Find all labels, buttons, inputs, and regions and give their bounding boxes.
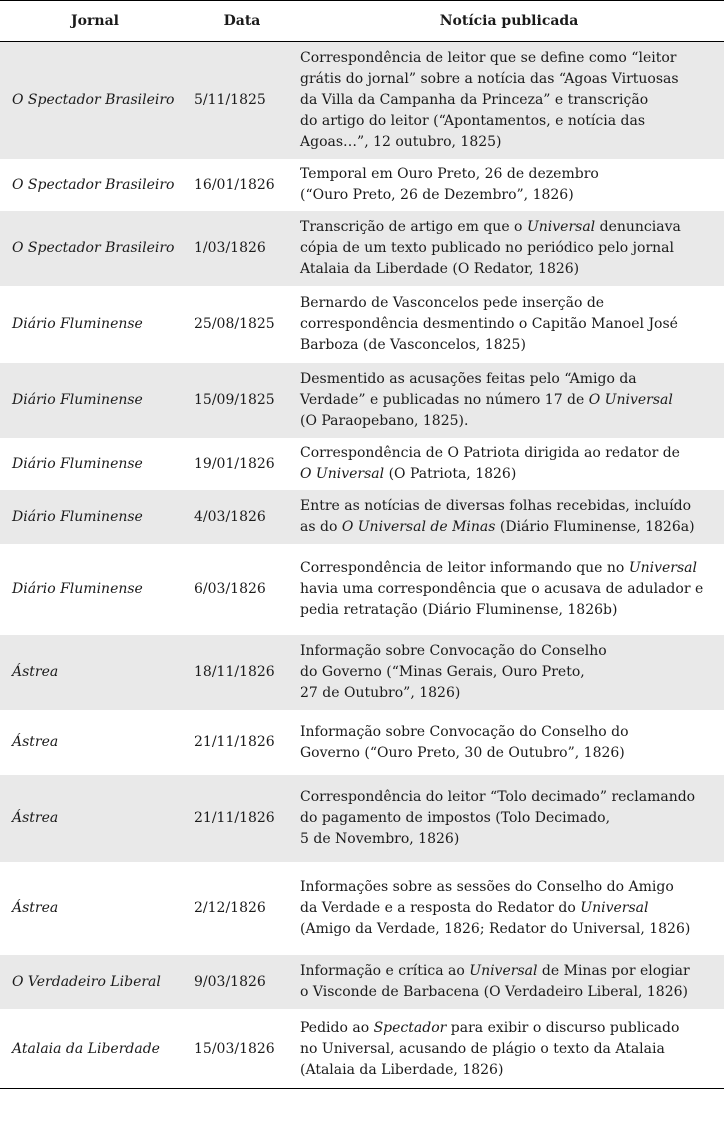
table-row xyxy=(0,863,724,955)
noticia-segment: cópia de um texto publicado no periódico pelo jornal xyxy=(300,240,674,256)
noticia-line xyxy=(300,517,718,538)
noticia-line xyxy=(300,390,718,411)
noticia-segment: Correspondência do leitor “Tolo decimado” reclamando xyxy=(300,789,696,805)
noticia-segment: Temporal em Ouro Preto, 26 de dezembro xyxy=(300,166,599,182)
noticia-line xyxy=(300,335,718,356)
noticia-cell xyxy=(294,545,724,635)
jornal-cell: Diário Fluminense xyxy=(0,490,190,545)
noticia-italic-segment: O Universal de Minas xyxy=(341,519,496,535)
table-row xyxy=(0,439,724,490)
noticia-italic-segment: O Universal xyxy=(300,466,385,482)
noticia-line xyxy=(300,558,718,579)
noticia-segment: Bernardo de Vasconcelos pede inserção de xyxy=(300,295,605,311)
noticia-line xyxy=(300,132,718,153)
jornal-cell: Ástrea xyxy=(0,711,190,775)
header-data: Data xyxy=(190,1,294,42)
noticia-line xyxy=(300,600,718,621)
table-row xyxy=(0,287,724,363)
noticia-line xyxy=(300,293,718,314)
noticia-segment: Informações sobre as sessões do Conselho do Amigo xyxy=(300,879,674,895)
header-jornal: Jornal xyxy=(0,1,190,42)
jornal-cell: Diário Fluminense xyxy=(0,439,190,490)
noticia-line xyxy=(300,411,718,432)
noticia-cell xyxy=(294,490,724,545)
date-cell: 18/11/1826 xyxy=(190,635,294,711)
noticia-cell xyxy=(294,211,724,287)
noticia-segment: 5 de Novembro, 1826) xyxy=(300,831,460,847)
noticia-line xyxy=(300,90,718,111)
noticia-line xyxy=(300,919,718,940)
noticia-line xyxy=(300,579,718,600)
noticia-cell xyxy=(294,775,724,863)
noticia-segment: da Villa da Campanha da Princeza” e transcrição xyxy=(300,92,649,108)
noticia-segment: as do xyxy=(300,519,342,535)
noticia-segment: Verdade” e publicadas no número 17 de xyxy=(300,392,589,408)
date-cell: 15/03/1826 xyxy=(190,1010,294,1089)
noticia-cell xyxy=(294,955,724,1010)
noticia-line xyxy=(300,314,718,335)
noticia-line xyxy=(300,1060,718,1081)
noticia-line xyxy=(300,961,718,982)
jornal-cell: O Spectador Brasileiro xyxy=(0,160,190,211)
date-cell: 2/12/1826 xyxy=(190,863,294,955)
date-cell: 15/09/1825 xyxy=(190,363,294,439)
noticia-segment: do Governo (“Minas Gerais, Ouro Preto, xyxy=(300,664,585,680)
noticia-line xyxy=(300,641,718,662)
noticia-segment: correspondência desmentindo o Capitão Manoel José xyxy=(300,316,678,332)
noticia-segment: para exibir o discurso publicado xyxy=(446,1019,680,1036)
date-cell: 5/11/1825 xyxy=(190,42,294,160)
table-row xyxy=(0,42,724,160)
noticia-segment: Correspondência de leitor que se define como “leitor xyxy=(300,50,677,66)
jornal-cell: O Spectador Brasileiro xyxy=(0,211,190,287)
table-row xyxy=(0,635,724,711)
noticia-segment: (“Ouro Preto, 26 de Dezembro”, 1826) xyxy=(300,187,574,203)
noticia-cell xyxy=(294,635,724,711)
noticia-segment: denunciava xyxy=(595,219,681,235)
jornal-cell: Diário Fluminense xyxy=(0,545,190,635)
noticia-cell xyxy=(294,42,724,160)
table-row xyxy=(0,711,724,775)
noticia-segment: da Verdade e a resposta do Redator do xyxy=(300,900,581,916)
date-cell: 21/11/1826 xyxy=(190,775,294,863)
noticia-segment: Correspondência de leitor informando que no xyxy=(300,560,629,576)
noticia-line xyxy=(300,787,718,808)
table-row xyxy=(0,211,724,287)
date-cell: 21/11/1826 xyxy=(190,711,294,775)
noticia-segment: Informação e crítica ao xyxy=(300,963,470,979)
noticia-segment: Barboza (de Vasconcelos, 1825) xyxy=(300,337,526,353)
noticia-segment: Informação sobre Convocação do Conselho xyxy=(300,643,607,659)
noticia-line xyxy=(300,1039,718,1060)
date-cell: 1/03/1826 xyxy=(190,211,294,287)
jornal-cell: Ástrea xyxy=(0,863,190,955)
table-body xyxy=(0,42,724,1089)
noticia-line xyxy=(300,48,718,69)
jornal-cell: Ástrea xyxy=(0,635,190,711)
noticia-segment: pedia retratação (Diário Fluminense, 1826b) xyxy=(300,602,618,618)
noticia-segment: o Visconde de Barbacena (O Verdadeiro Liberal, 1826) xyxy=(300,984,688,1000)
noticia-italic-segment: Universal xyxy=(580,900,649,916)
table-row xyxy=(0,775,724,863)
jornal-cell: Atalaia da Liberdade xyxy=(0,1010,190,1089)
noticia-line xyxy=(300,683,718,704)
noticia-cell xyxy=(294,711,724,775)
noticia-italic-segment: Spectador xyxy=(373,1019,447,1036)
noticia-segment: Entre as notícias de diversas folhas recebidas, incluído xyxy=(300,498,692,514)
table-row xyxy=(0,545,724,635)
noticia-segment: (Amigo da Verdade, 1826; Redator do Universal, 1826) xyxy=(300,921,691,937)
noticia-segment: grátis do jornal” sobre a notícia das “Agoas Virtuosas xyxy=(300,71,679,87)
jornal-cell: O Spectador Brasileiro xyxy=(0,42,190,160)
noticia-line xyxy=(300,722,718,743)
noticia-segment: (O Paraopebano, 1825). xyxy=(300,413,469,429)
noticia-cell xyxy=(294,439,724,490)
noticia-line xyxy=(300,217,718,238)
table-header xyxy=(0,1,724,42)
noticia-segment: do pagamento de impostos (Tolo Decimado, xyxy=(300,810,611,826)
noticia-segment: de Minas por elogiar xyxy=(537,963,690,979)
noticia-line xyxy=(300,877,718,898)
noticia-cell xyxy=(294,1010,724,1089)
noticia-segment: (Diário Fluminense, 1826a) xyxy=(495,519,695,535)
noticia-line xyxy=(300,464,718,485)
noticia-line xyxy=(300,662,718,683)
noticia-line xyxy=(300,111,718,132)
date-cell: 9/03/1826 xyxy=(190,955,294,1010)
noticia-segment: Atalaia da Liberdade (O Redator, 1826) xyxy=(300,261,580,277)
noticia-segment: (Atalaia da Liberdade, 1826) xyxy=(300,1061,504,1078)
noticia-segment: (O Patriota, 1826) xyxy=(384,466,517,482)
noticia-segment: no Universal, acusando de plágio o texto da Atalaia xyxy=(300,1040,665,1057)
noticia-italic-segment: Universal xyxy=(526,219,596,235)
noticia-italic-segment: Universal xyxy=(469,963,538,979)
date-cell: 19/01/1826 xyxy=(190,439,294,490)
noticia-line xyxy=(300,238,718,259)
jornal-cell: Diário Fluminense xyxy=(0,363,190,439)
noticia-segment: Transcrição de artigo em que o xyxy=(300,219,527,235)
noticia-segment: Informação sobre Convocação do Conselho do xyxy=(300,723,629,740)
noticia-cell xyxy=(294,160,724,211)
noticia-segment: Desmentido as acusações feitas pelo “Amigo da xyxy=(300,371,637,387)
noticia-segment: Agoas…”, 12 outubro, 1825) xyxy=(300,134,502,150)
table-row xyxy=(0,955,724,1010)
jornal-cell: Diário Fluminense xyxy=(0,287,190,363)
noticia-segment: 27 de Outubro”, 1826) xyxy=(300,685,461,701)
noticia-cell xyxy=(294,363,724,439)
table-row xyxy=(0,363,724,439)
noticia-segment: havia uma correspondência que o acusava de adulador e xyxy=(300,581,704,597)
noticia-segment: Correspondência de O Patriota dirigida ao redator de xyxy=(300,445,680,461)
table-row xyxy=(0,1010,724,1089)
noticia-line xyxy=(300,808,718,829)
noticia-line xyxy=(300,743,718,764)
noticia-italic-segment: Universal xyxy=(628,560,698,576)
date-cell: 16/01/1826 xyxy=(190,160,294,211)
jornal-cell: Ástrea xyxy=(0,775,190,863)
date-cell: 4/03/1826 xyxy=(190,490,294,545)
noticia-line xyxy=(300,164,718,185)
noticia-cell xyxy=(294,287,724,363)
noticia-segment: Pedido ao xyxy=(300,1019,374,1036)
noticia-segment: Governo (“Ouro Preto, 30 de Outubro”, 1826) xyxy=(300,744,625,761)
noticia-line xyxy=(300,69,718,90)
noticia-segment: do artigo do leitor (“Apontamentos, e notícia das xyxy=(300,113,646,129)
header-noticia: Notícia publicada xyxy=(294,1,724,42)
date-cell: 6/03/1826 xyxy=(190,545,294,635)
jornal-cell: O Verdadeiro Liberal xyxy=(0,955,190,1010)
noticia-line xyxy=(300,185,718,206)
table-row xyxy=(0,490,724,545)
noticia-line xyxy=(300,982,718,1003)
noticia-line xyxy=(300,1018,718,1039)
date-cell: 25/08/1825 xyxy=(190,287,294,363)
noticia-italic-segment: O Universal xyxy=(588,392,673,408)
noticia-line xyxy=(300,443,718,464)
header-row xyxy=(0,1,724,42)
noticia-line xyxy=(300,829,718,850)
noticia-line xyxy=(300,898,718,919)
noticia-line xyxy=(300,369,718,390)
noticia-cell xyxy=(294,863,724,955)
noticia-line xyxy=(300,259,718,280)
noticia-line xyxy=(300,496,718,517)
table-row xyxy=(0,160,724,211)
